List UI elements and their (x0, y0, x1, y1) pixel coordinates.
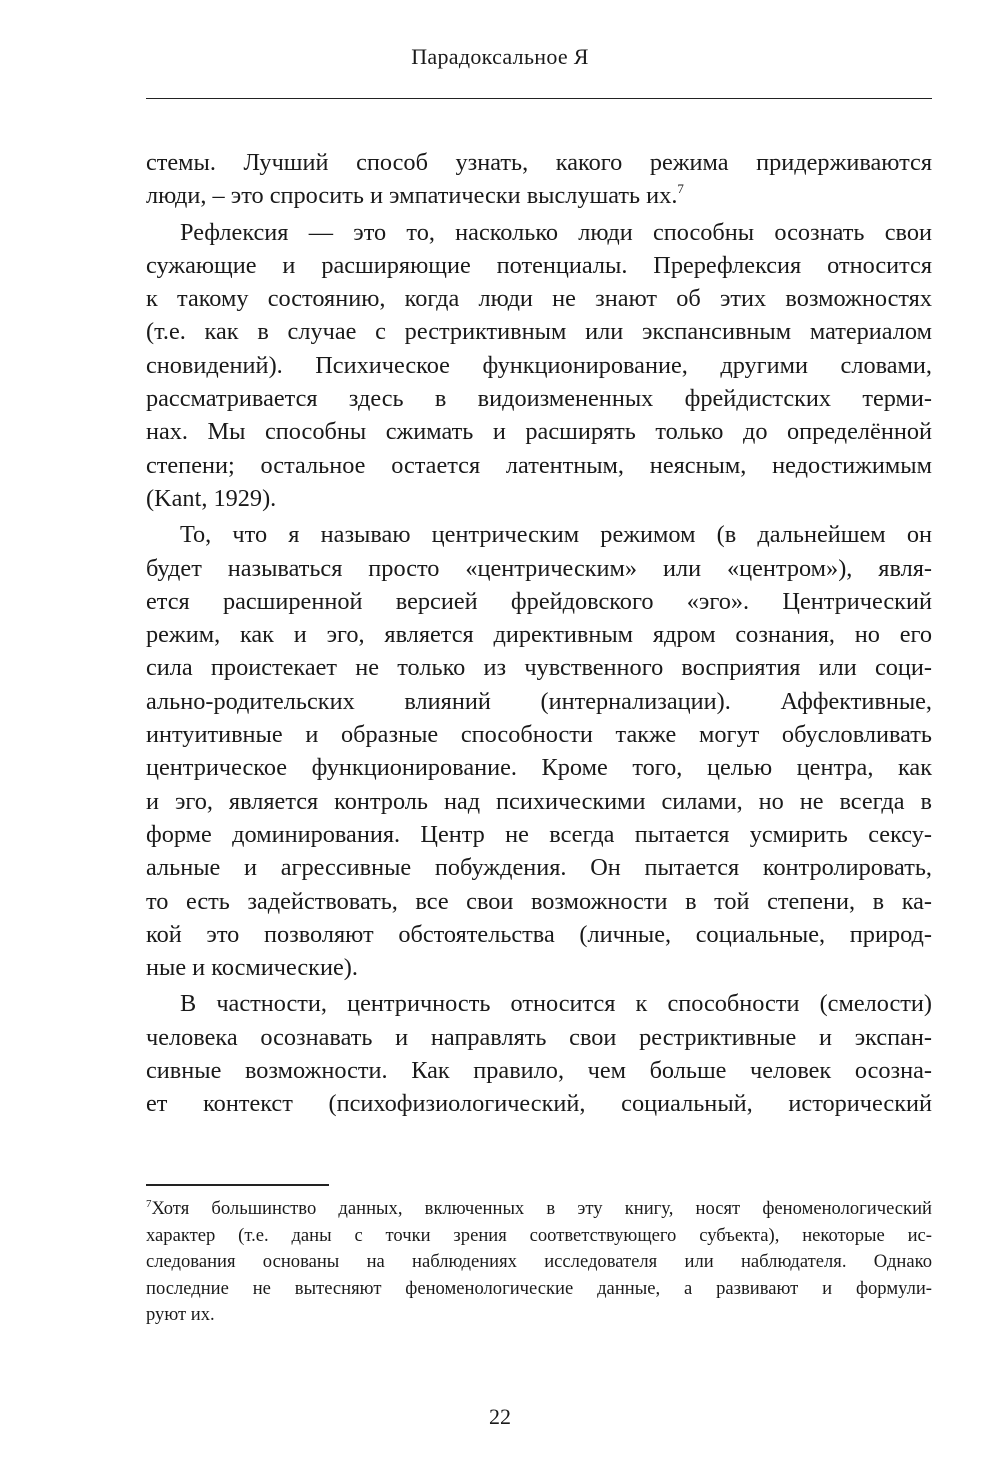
p3-line-13: кой это позволяют обстоятельства (личные, социальные, природ- (146, 920, 932, 948)
p1-line-2 (146, 179, 932, 212)
p3-line-7: интуитивные и образные способности также могут обусловливать (146, 721, 932, 749)
p3-line-1: То, что я называю центрическим режимом (в дальнейшем он (180, 521, 932, 549)
page-number: 22 (489, 1404, 511, 1429)
p2-line-8: степени; остальное остается латентным, неясным, недостижимым (146, 451, 932, 479)
footnote-ref-marker: 7 (677, 181, 684, 197)
p3-line-2: будет называться просто «центрическим» или «центром»), явля- (146, 554, 932, 582)
p2-line-5: сновидений). Психическое функционирование, другими словами, (146, 351, 932, 379)
footnote-line-2: характер (т.е. даны с точки зрения соответствующего субъекта), некоторые ис- (146, 1224, 932, 1246)
p2-line-9: (Kant, 1929). (146, 484, 277, 512)
footnote-rule (146, 1184, 329, 1186)
p3-line-5: сила проистекает не только из чувственного восприятия или соци- (146, 654, 932, 682)
footnote-line-1-text: Хотя большинство данных, включенных в эту книгу, носят феноменологический (151, 1198, 932, 1219)
p3-line-6: ально-родительских влияний (интернализации). Аффективные, (146, 687, 932, 715)
footnote-line-1 (146, 1196, 932, 1223)
p2-line-4: (т.е. как в случае с рестриктивным или экспансивным материалом (146, 318, 932, 346)
p3-line-9: и эго, является контроль над психическими силами, но не всегда в (146, 787, 932, 815)
p3-line-14: ные и космические). (146, 954, 358, 982)
footnote-line-3: следования основаны на наблюдениях исследователя или наблюдателя. Однако (146, 1251, 932, 1272)
p3-line-4: режим, как и эго, является директивным ядром сознания, но его (146, 621, 932, 649)
body-text (146, 146, 932, 1121)
p3-line-10: форме доминирования. Центр не всегда пытается усмирить сексу- (146, 820, 932, 848)
p4-line-3: сивные возможности. Как правило, чем больше человек осозна- (146, 1057, 932, 1085)
footnote (146, 1196, 932, 1329)
p2-line-2: сужающие и расширяющие потенциалы. Пререфлексия относится (146, 251, 932, 279)
p2-line-7: нах. Мы способны сжимать и расширять только до определённой (146, 418, 932, 446)
p2-line-6: рассматривается здесь в видоизмененных фрейдистских терми- (146, 385, 932, 413)
header-rule (146, 98, 932, 99)
footnote-number: 7 (146, 1198, 152, 1210)
footnote-line-5: руют их. (146, 1304, 215, 1325)
footnote-line-4: последние не вытесняют феноменологические данные, а развивают и формули- (146, 1277, 932, 1299)
p1-line-2-text: люди, – это спросить и эмпатически выслушать их. (146, 182, 678, 210)
p4-line-2: человека осознавать и направлять свои рестриктивные и экспан- (146, 1023, 932, 1051)
p3-line-11: альные и агрессивные побуждения. Он пытается контролировать, (146, 854, 932, 882)
p1-line-1: стемы. Лучший способ узнать, какого режима придерживаются (146, 149, 932, 176)
p3-line-3: ется расширенной версией фрейдовского «эго». Центрический (146, 587, 932, 615)
p4-line-4: ет контекст (психофизиологический, социальный, исторический (146, 1090, 932, 1118)
running-head: Парадоксальное Я (411, 44, 589, 69)
p3-line-8: центрическое функционирование. Кроме того, целью центра, как (146, 754, 932, 782)
p4-line-1: В частности, центричность относится к способности (смелости) (180, 990, 932, 1018)
p2-line-3: к такому состоянию, когда люди не знают об этих возможностях (146, 285, 932, 313)
p3-line-12: то есть задействовать, все свои возможности в той степени, в ка- (146, 887, 932, 915)
p2-line-1: Рефлексия — это то, насколько люди способны осознать свои (180, 218, 932, 246)
